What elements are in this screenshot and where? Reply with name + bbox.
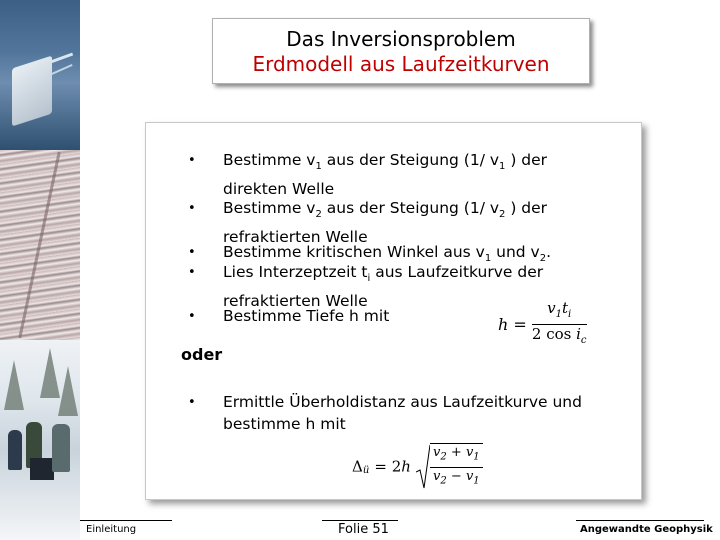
seismic-section-image: [0, 150, 80, 340]
footer-rule-right: [576, 520, 704, 521]
footer-slide-number: Folie 51: [338, 522, 389, 537]
slide-title: Das Inversionsproblem: [286, 27, 516, 51]
field-crew-snow-photo: [0, 340, 80, 540]
list-item: Lies Interzeptzeit $t_i$ aus Laufzeitkurve der refraktierten Welle: [223, 263, 544, 311]
depth-formula: h = $\frac{v_1t_i}{2 \cos i_c}$: [498, 299, 587, 346]
title-box: [212, 18, 590, 84]
list-item: Bestimme $v_1$ aus der Steigung (1/ $v_1$ ) der direkten Welle: [223, 151, 548, 199]
bullet-dot: •: [188, 201, 196, 216]
list-item: Bestimme Tiefe h mit: [223, 307, 390, 325]
footer-rule-left: [80, 520, 172, 521]
bullet-dot: •: [188, 265, 196, 280]
crossover-formula: $\Delta_ü = 2h$ $\frac{v_2 + v_1}{v_2 - v_1}$: [352, 443, 483, 490]
research-ship-photo: [0, 0, 80, 150]
bullet-dot: •: [188, 309, 196, 324]
footer-rule-center: [322, 520, 398, 521]
list-item: Bestimme kritischen Winkel aus $v_1$ und $v_2$.: [223, 243, 552, 265]
decorative-photo-strip: [0, 0, 80, 540]
oder-label: oder: [181, 345, 223, 364]
bullet-dot: •: [188, 395, 196, 410]
list-item: Bestimme $v_2$ aus der Steigung (1/ $v_2$ ) der refraktierten Welle: [223, 199, 548, 247]
slide-subtitle: Erdmodell aus Laufzeitkurven: [252, 52, 550, 76]
list-item: Ermittle Überholdistanz aus Laufzeitkurve und bestimme h mit: [223, 393, 582, 433]
footer-course: Angewandte Geophysik: [580, 524, 713, 535]
bullet-dot: •: [188, 245, 196, 260]
footer-section: Einleitung: [86, 524, 137, 535]
bullet-dot: •: [188, 153, 196, 168]
content-box: [145, 122, 642, 500]
